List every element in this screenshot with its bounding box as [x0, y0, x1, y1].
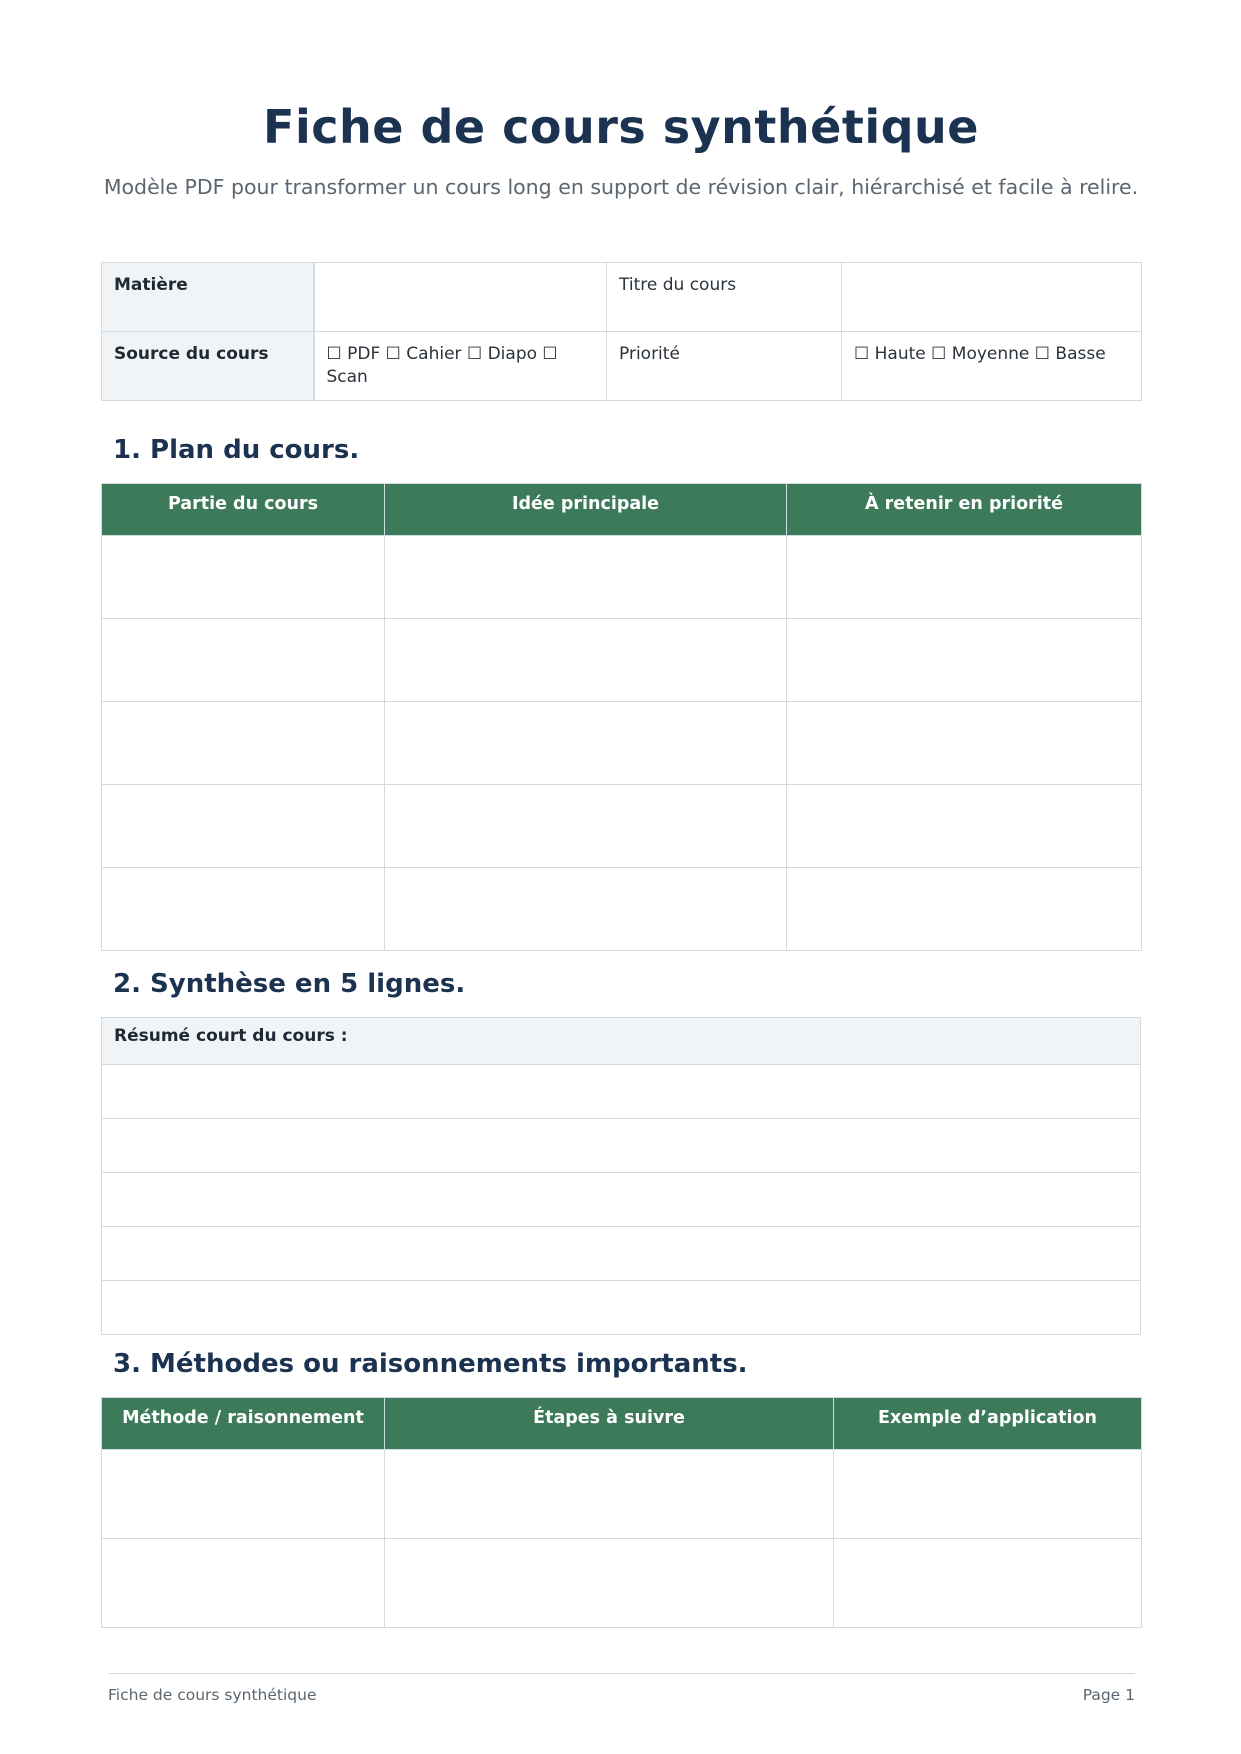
plan-table	[101, 483, 1142, 951]
table-cell[interactable]	[787, 868, 1142, 951]
column-header: Étapes à suivre	[385, 1398, 834, 1450]
column-header: Idée principale	[385, 484, 787, 536]
table-cell[interactable]	[385, 536, 787, 619]
table-row	[102, 1539, 1142, 1628]
table-cell[interactable]	[834, 1450, 1142, 1539]
summary-line[interactable]	[102, 1065, 1141, 1119]
summary-table	[101, 1017, 1141, 1335]
section-heading-plan: 1. Plan du cours.	[113, 435, 360, 465]
methods-table	[101, 1397, 1142, 1628]
table-cell[interactable]	[102, 868, 385, 951]
source-options[interactable]: ☐ PDF ☐ Cahier ☐ Diapo ☐ Scan	[314, 332, 607, 401]
column-header: À retenir en priorité	[787, 484, 1142, 536]
table-cell[interactable]	[102, 702, 385, 785]
table-cell[interactable]	[102, 785, 385, 868]
table-row	[102, 619, 1142, 702]
table-row	[102, 785, 1142, 868]
table-cell[interactable]	[102, 1450, 385, 1539]
table-cell[interactable]	[385, 1450, 834, 1539]
table-row	[102, 868, 1142, 951]
course-info-table	[101, 262, 1142, 401]
table-cell[interactable]	[385, 785, 787, 868]
table-cell[interactable]	[102, 1539, 385, 1628]
table-cell[interactable]	[787, 619, 1142, 702]
summary-label: Résumé court du cours :	[102, 1018, 1141, 1065]
section-heading-methods: 3. Méthodes ou raisonnements importants.	[113, 1349, 748, 1379]
table-row	[102, 702, 1142, 785]
priority-label: Priorité	[607, 332, 842, 401]
summary-line[interactable]	[102, 1281, 1141, 1335]
priority-options[interactable]: ☐ Haute ☐ Moyenne ☐ Basse	[842, 332, 1142, 401]
table-cell[interactable]	[834, 1539, 1142, 1628]
table-cell[interactable]	[787, 536, 1142, 619]
course-title-label: Titre du cours	[607, 263, 842, 332]
summary-line-row	[102, 1173, 1141, 1227]
page-title: Fiche de cours synthétique	[263, 100, 979, 154]
summary-line[interactable]	[102, 1173, 1141, 1227]
page-subtitle: Modèle PDF pour transformer un cours long en support de révision clair, hiérarchisé et facile à relire.	[103, 175, 1139, 199]
summary-line-row	[102, 1119, 1141, 1173]
table-cell[interactable]	[102, 536, 385, 619]
footer-divider	[108, 1673, 1135, 1674]
table-cell[interactable]	[385, 1539, 834, 1628]
table-cell[interactable]	[787, 785, 1142, 868]
table-cell[interactable]	[787, 702, 1142, 785]
table-row	[102, 536, 1142, 619]
table-cell[interactable]	[385, 702, 787, 785]
section-heading-synthesis: 2. Synthèse en 5 lignes.	[113, 969, 466, 999]
column-header: Méthode / raisonnement	[102, 1398, 385, 1450]
column-header: Partie du cours	[102, 484, 385, 536]
source-label: Source du cours	[102, 332, 314, 401]
footer-page-number: Page 1	[1082, 1686, 1135, 1704]
column-header: Exemple d’application	[834, 1398, 1142, 1450]
summary-line[interactable]	[102, 1227, 1141, 1281]
summary-line-row	[102, 1281, 1141, 1335]
summary-line-row	[102, 1227, 1141, 1281]
table-cell[interactable]	[385, 619, 787, 702]
summary-line-row	[102, 1065, 1141, 1119]
table-row	[102, 1450, 1142, 1539]
course-title-field[interactable]	[842, 263, 1142, 332]
footer-document-title: Fiche de cours synthétique	[108, 1686, 317, 1704]
table-cell[interactable]	[102, 619, 385, 702]
summary-line[interactable]	[102, 1119, 1141, 1173]
table-cell[interactable]	[385, 868, 787, 951]
subject-label: Matière	[102, 263, 314, 332]
subject-field[interactable]	[314, 263, 607, 332]
